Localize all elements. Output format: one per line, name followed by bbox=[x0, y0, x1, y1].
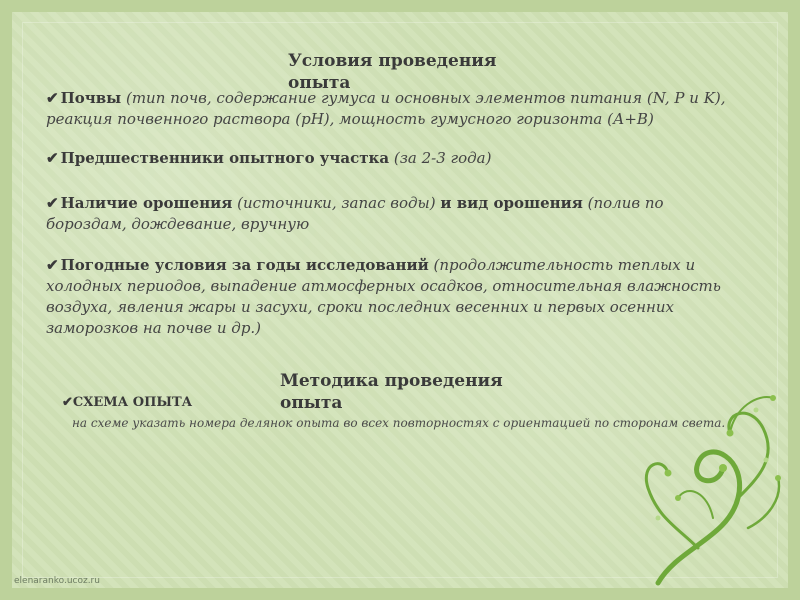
check-icon: ✔ bbox=[46, 149, 59, 167]
item-irrigation-detail-2: (полив по бороздам, дождевание, вручную bbox=[46, 194, 664, 233]
item-weather bbox=[46, 255, 748, 339]
schema-label bbox=[62, 395, 192, 410]
schema-label-text: СХЕМА ОПЫТА bbox=[72, 395, 193, 410]
schema-text: на схеме указать номера делянок опыта во всех повторностях с ориентацией по сторонам света. bbox=[72, 416, 726, 430]
heading-methodology: Методика проведения опыта bbox=[280, 371, 503, 413]
item-weather-detail: (продолжительность теплых и холодных периодов, выпадение атмосферных осадков, относительная влажность воздуха, явления жары и засухи, сроки последних весенних и первых осенних заморозков на почве и др.) bbox=[46, 256, 721, 337]
decorative-swirl-icon bbox=[638, 368, 788, 588]
item-weather-label: Погодные условия за годы исследований bbox=[60, 256, 429, 274]
check-icon: ✔ bbox=[46, 256, 59, 274]
check-icon: ✔ bbox=[62, 395, 73, 410]
item-soils-detail: (тип почв, содержание гумуса и основных элементов питания (N, P и K), реакция почвенного раствора (pH), мощность гумусного горизонта (А+В) bbox=[46, 89, 726, 128]
item-irrigation bbox=[46, 193, 748, 235]
item-predecessors-detail: (за 2-3 года) bbox=[393, 149, 492, 167]
item-predecessors-label: Предшественники опытного участка bbox=[60, 149, 390, 167]
check-icon: ✔ bbox=[46, 194, 59, 212]
item-predecessors bbox=[46, 148, 748, 169]
watermark: elenaranko.ucoz.ru bbox=[14, 576, 100, 586]
item-irrigation-detail: (источники, запас воды) bbox=[237, 194, 436, 212]
item-soils bbox=[46, 88, 748, 130]
item-irrigation-label: Наличие орошения bbox=[60, 194, 233, 212]
item-irrigation-label-2: и вид орошения bbox=[440, 194, 583, 212]
heading-conditions: Условия проведения опыта bbox=[288, 51, 497, 93]
check-icon: ✔ bbox=[46, 89, 59, 107]
item-soils-label: Почвы bbox=[60, 89, 122, 107]
